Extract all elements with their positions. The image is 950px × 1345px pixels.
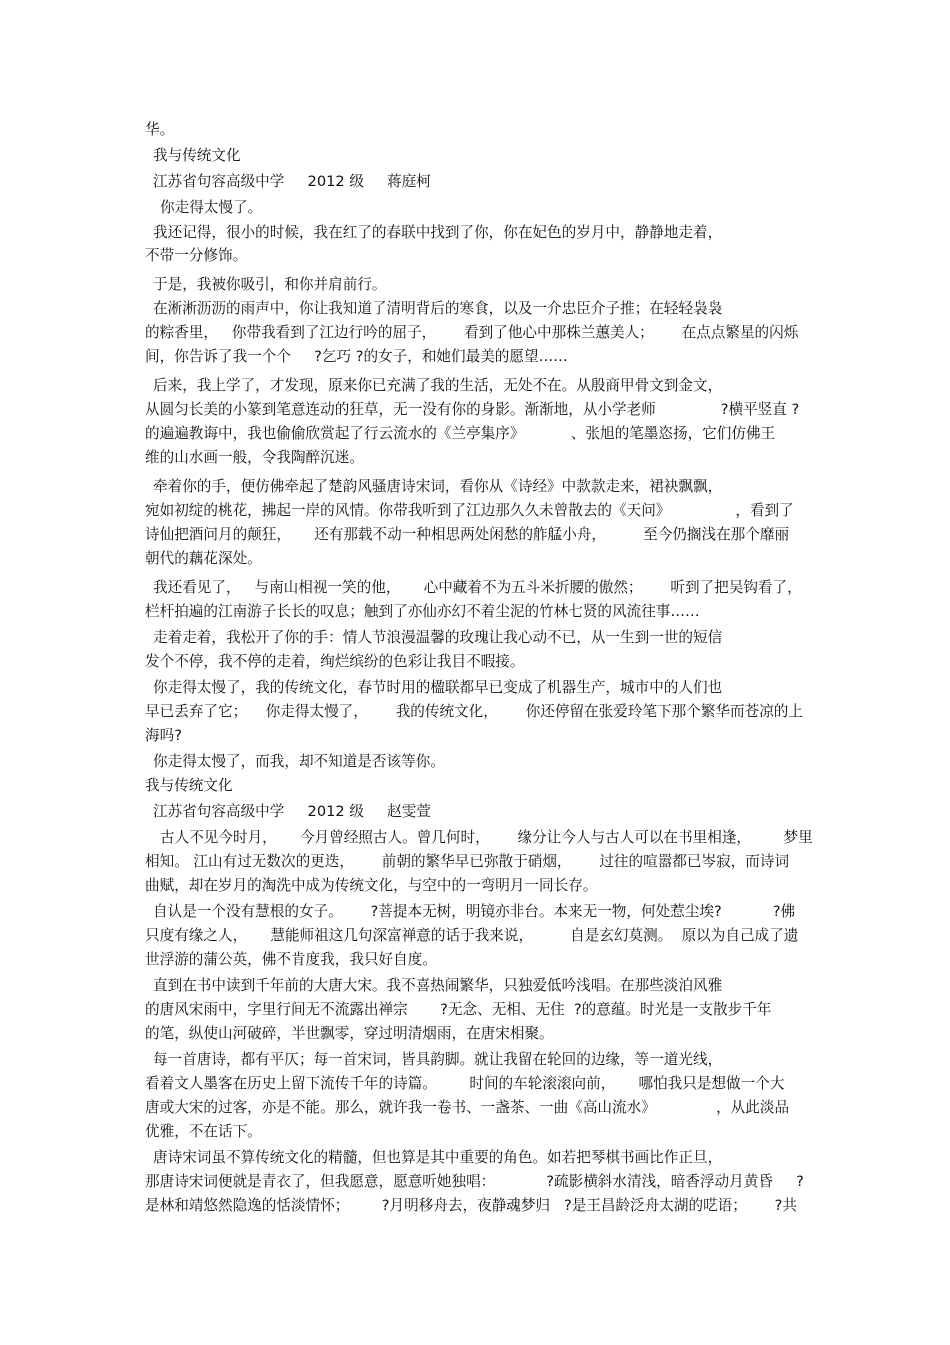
text-line: 古人不见今时月， 今月曾经照古人。曾几何时， 缘分让今人与古人可以在书里相逢， 梦里 (160, 829, 813, 846)
text-line: 你走得太慢了。 (160, 199, 263, 216)
text-line: 的遍遍教诲中，我也偷偷欣赏起了行云流水的《兰亭集序》 、张旭的笔墨恣扬，它们仿佛王 (145, 425, 776, 442)
author-line: 江苏省句容高级中学 2012 级 蒋庭柯 (153, 173, 431, 190)
text-line: 唐诗宋词虽不算传统文化的精髓，但也算是其中重要的角色。如若把琴棋书画比作正旦， (153, 1149, 723, 1166)
text-line: 曲赋，却在岁月的淘洗中成为传统文化，与空中的一弯明月一同长存。 (145, 877, 598, 894)
text-line: 优雅，不在话下。 (145, 1123, 262, 1140)
text-line: 间，你告诉了我一个个 ?乞巧 ?的女子，和她们最美的愿望…… (145, 348, 568, 365)
text-line: 我还记得，很小的时候，我在红了的春联中找到了你，你在妃色的岁月中，静静地走着， (153, 224, 723, 241)
text-line: 我还看见了， 与南山相视一笑的他， 心中藏着不为五斗米折腰的傲然； 听到了把吴钩看了， (153, 579, 802, 596)
text-line: 不带一分修饰。 (145, 247, 248, 264)
text-line: 世浮游的蒲公英，佛不肯度我，我只好自度。 (145, 951, 437, 968)
text-line: 后来，我上学了，才发现，原来你已充满了我的生活，无处不在。从殷商甲骨文到金文， (153, 377, 723, 394)
text-line: 直到在书中读到千年前的大唐大宋。我不喜热闹繁华，只独爱低吟浅唱。在那些淡泊风雅 (153, 977, 723, 994)
text-line: 宛如初绽的桃花，拂起一岸的风情。你带我听到了江边那久久未曾散去的《天问》 ，看到了 (145, 502, 794, 519)
text-line: 自认是一个没有慧根的女子。 ?菩提本无树，明镜亦非台。本来无一物，何处惹尘埃? ?佛 (153, 903, 796, 920)
text-line: 栏杆拍遍的江南游子长长的叹息；触到了亦仙亦幻不着尘泥的竹林七贤的风流往事…… (145, 603, 700, 620)
text-line: 那唐诗宋词便就是青衣了，但我愿意，愿意听她独唱： ?疏影横斜水清浅，暗香浮动月黄昏 ? (145, 1173, 804, 1190)
text-line: 维的山水画一般，令我陶醉沉迷。 (145, 449, 364, 466)
text-line: 的唐风宋雨中，字里行间无不流露出禅宗 ?无念、无相、无住 ?的意蕴。时光是一支散步千年 (145, 1001, 772, 1018)
text-line: 于是，我被你吸引，和你并肩前行。 (153, 276, 387, 293)
text-line: 看着文人墨客在历史上留下流传千年的诗篇。 时间的车轮滚滚向前， 哪怕我只是想做一个大 (145, 1075, 785, 1092)
text-line: 的粽香里， 你带我看到了江边行吟的屈子， 看到了他心中那株兰蕙美人； 在点点繁星的闪烁 (145, 324, 799, 341)
text-line: 你走得太慢了，我的传统文化，春节时用的楹联都早已变成了机器生产，城市中的人们也 (153, 679, 723, 696)
text-line: 诗仙把酒问月的颠狂， 还有那载不动一种相思两处闲愁的舴艋小舟， 至今仍搁浅在那个靡丽 (145, 526, 790, 543)
text-line: 走着走着，我松开了你的手：情人节浪漫温馨的玫瑰让我心动不已，从一生到一世的短信 (153, 629, 723, 646)
text-line: 朝代的藕花深处。 (145, 550, 262, 567)
text-line: 在淅淅沥沥的雨声中，你让我知道了清明背后的寒食，以及一介忠臣介子推；在轻轻袅袅 (153, 300, 723, 317)
text-line: 海吗? (145, 727, 182, 744)
text-line: 每一首唐诗，都有平仄；每一首宋词，皆具韵脚。就让我留在轮回的边缘，等一道光线， (153, 1051, 723, 1068)
text-line: 只度有缘之人， 慧能师祖这几句深富禅意的话于我来说， 自是玄幻莫测。 原以为自己成了遗 (145, 927, 799, 944)
text-line: 从圆匀长美的小篆到笔意连动的狂草，无一没有你的身影。渐渐地，从小学老师 ?横平竖直 ? (145, 401, 800, 418)
text-line: 唐或大宋的过客，亦是不能。那么，就许我一卷书、一盏茶、一曲《高山流水》 ，从此淡品 (145, 1099, 790, 1116)
text-line: 早已丢弃了它； 你走得太慢了， 我的传统文化， 你还停留在张爱玲笔下那个繁华而苍凉的上 (145, 703, 803, 720)
text-line: 华。 (145, 121, 175, 138)
text-line: 发个不停，我不停的走着，绚烂缤纷的色彩让我目不暇接。 (145, 653, 525, 670)
text-line: 是林和靖悠然隐逸的恬淡情怀； ?月明移舟去，夜静魂梦归 ?是王昌龄泛舟太湖的呓语； ?共 (145, 1197, 798, 1214)
text-line: 相知。 江山有过无数次的更迭， 前朝的繁华早已弥散于硝烟， 过往的喧嚣都已岑寂，而诗词 (145, 853, 790, 870)
essay-title: 我与传统文化 (145, 777, 233, 794)
text-line: 的笔，纵使山河破碎，半世飘零，穿过明清烟雨，在唐宋相聚。 (145, 1025, 554, 1042)
text-line: 你走得太慢了，而我，却不知道是否该等你。 (153, 753, 445, 770)
essay-title: 我与传统文化 (153, 147, 241, 164)
author-line: 江苏省句容高级中学 2012 级 赵雯萱 (153, 803, 431, 820)
text-line: 牵着你的手，便仿佛牵起了楚韵风骚唐诗宋词，看你从《诗经》中款款走来，裙袂飘飘， (153, 478, 723, 495)
